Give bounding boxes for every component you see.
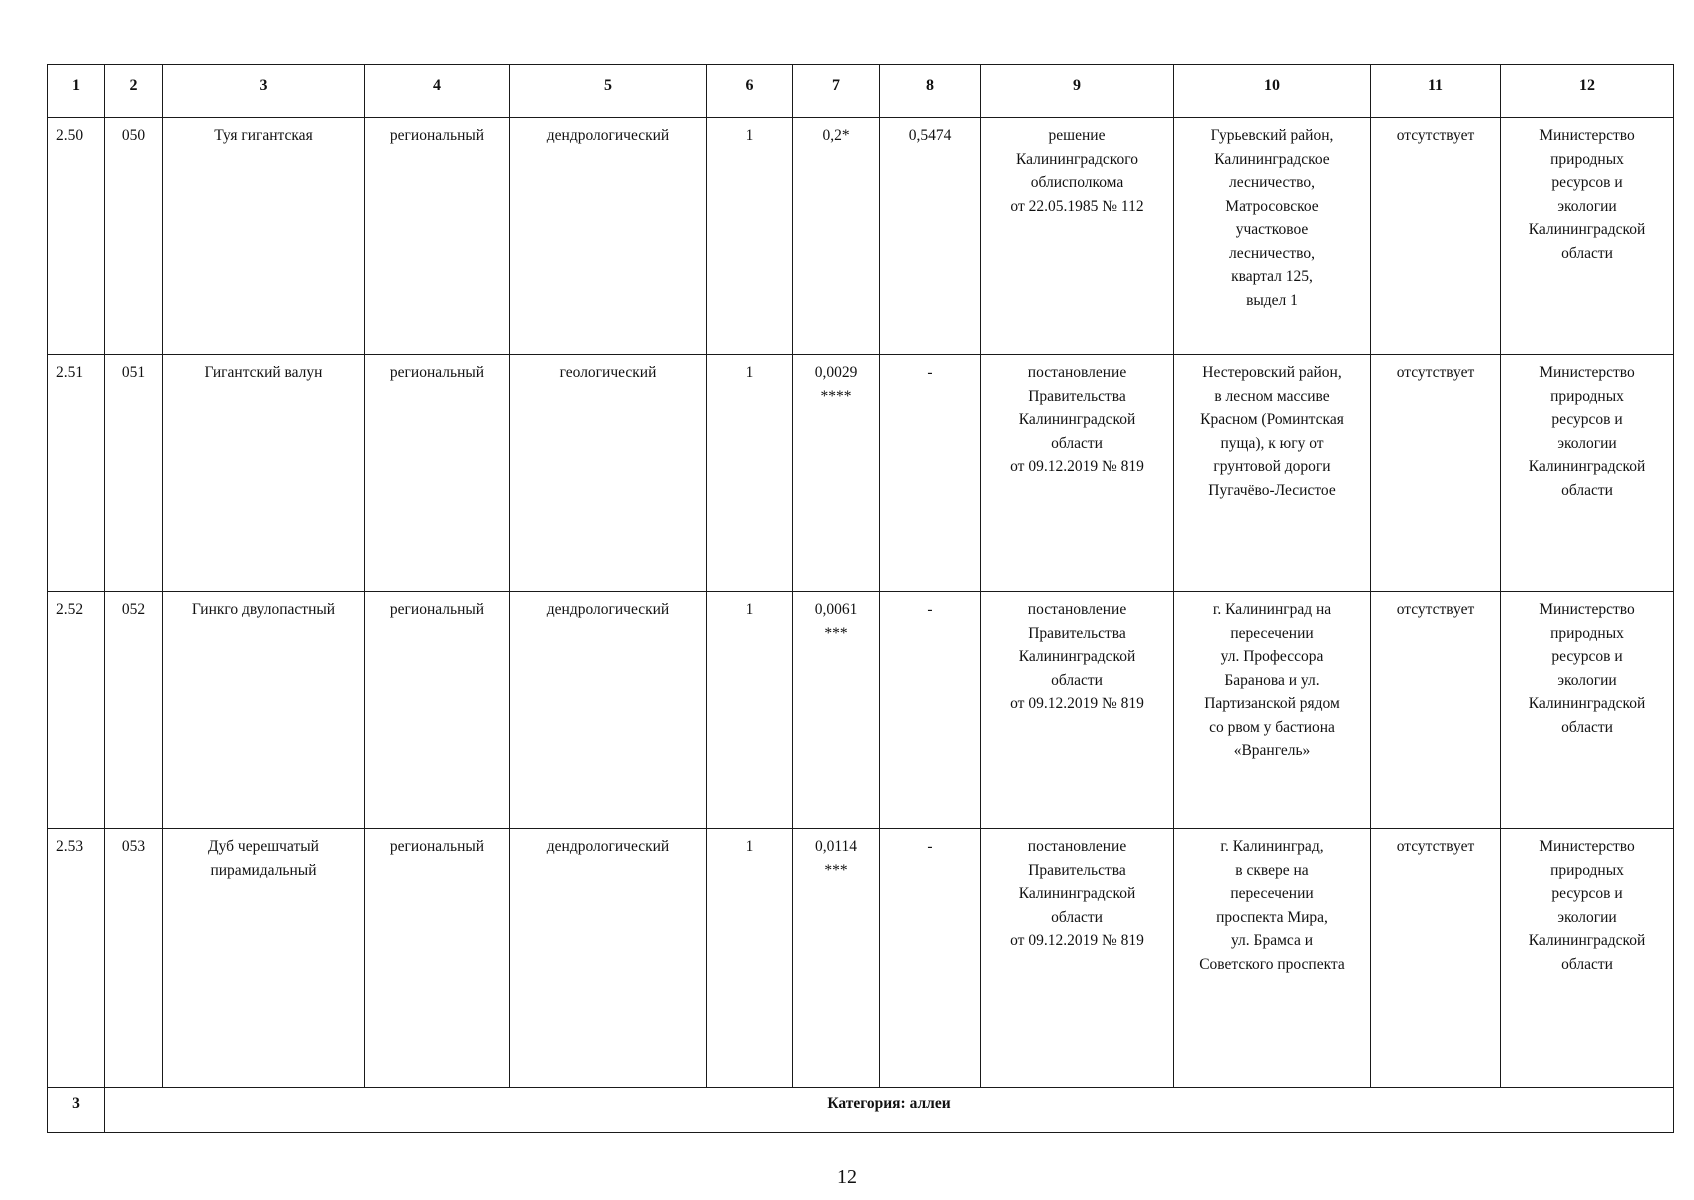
column-header: 6: [707, 65, 793, 118]
row-code: 053: [105, 829, 163, 1088]
monument-name: Дуб черешчатый пирамидальный: [163, 829, 365, 1088]
column-header: 5: [510, 65, 707, 118]
protected-zone: 0,5474: [880, 118, 981, 355]
column-header: 12: [1501, 65, 1674, 118]
monument-name: Туя гигантская: [163, 118, 365, 355]
cluster: отсутствует: [1371, 592, 1501, 829]
significance: региональный: [365, 829, 510, 1088]
location: г. Калининград, в сквере на пересечении проспекта Мира, ул. Брамса и Советского проспекта: [1174, 829, 1371, 1088]
row-code: 050: [105, 118, 163, 355]
count: 1: [707, 355, 793, 592]
column-header: 1: [48, 65, 105, 118]
column-header: 11: [1371, 65, 1501, 118]
area: 0,0029 ****: [793, 355, 880, 592]
founding-document: постановление Правительства Калининградской области от 09.12.2019 № 819: [981, 592, 1174, 829]
significance: региональный: [365, 118, 510, 355]
row-number: 2.51: [48, 355, 105, 592]
category-label: Категория: аллеи: [105, 1088, 1674, 1133]
column-header: 9: [981, 65, 1174, 118]
profile: дендрологический: [510, 592, 707, 829]
area: 0,0114 ***: [793, 829, 880, 1088]
significance: региональный: [365, 355, 510, 592]
column-header: 10: [1174, 65, 1371, 118]
row-number: 2.53: [48, 829, 105, 1088]
area: 0,0061 ***: [793, 592, 880, 829]
authority: Министерство природных ресурсов и экологии Калининградской области: [1501, 118, 1674, 355]
protected-zone: -: [880, 829, 981, 1088]
profile: геологический: [510, 355, 707, 592]
row-number: 2.52: [48, 592, 105, 829]
column-header: 7: [793, 65, 880, 118]
location: Гурьевский район, Калининградское лесничество, Матросовское участковое лесничество, квартал 125, выдел 1: [1174, 118, 1371, 355]
founding-document: постановление Правительства Калининградской области от 09.12.2019 № 819: [981, 355, 1174, 592]
page-number: 12: [837, 1166, 857, 1188]
location: Нестеровский район, в лесном массиве Красном (Роминтская пуща), к югу от грунтовой дороги Пугачёво-Лесистое: [1174, 355, 1371, 592]
authority: Министерство природных ресурсов и экологии Калининградской области: [1501, 592, 1674, 829]
cluster: отсутствует: [1371, 355, 1501, 592]
location: г. Калининград на пересечении ул. Профессора Баранова и ул. Партизанской рядом со рвом у бастиона «Врангель»: [1174, 592, 1371, 829]
cluster: отсутствует: [1371, 118, 1501, 355]
protected-zone: -: [880, 355, 981, 592]
authority: Министерство природных ресурсов и экологии Калининградской области: [1501, 829, 1674, 1088]
area: 0,2*: [793, 118, 880, 355]
table-row: [48, 829, 1674, 1088]
count: 1: [707, 118, 793, 355]
category-row: [48, 1088, 1674, 1133]
natural-monuments-table: [47, 64, 1674, 1133]
protected-zone: -: [880, 592, 981, 829]
column-header: 3: [163, 65, 365, 118]
significance: региональный: [365, 592, 510, 829]
category-number: 3: [48, 1088, 105, 1133]
table-row: [48, 355, 1674, 592]
table-row: [48, 118, 1674, 355]
count: 1: [707, 829, 793, 1088]
founding-document: постановление Правительства Калининградской области от 09.12.2019 № 819: [981, 829, 1174, 1088]
row-code: 052: [105, 592, 163, 829]
monument-name: Гинкго двулопастный: [163, 592, 365, 829]
row-code: 051: [105, 355, 163, 592]
column-header: 8: [880, 65, 981, 118]
column-header: 2: [105, 65, 163, 118]
founding-document: решение Калининградского облисполкома от 22.05.1985 № 112: [981, 118, 1174, 355]
table-row: [48, 592, 1674, 829]
column-header: 4: [365, 65, 510, 118]
profile: дендрологический: [510, 829, 707, 1088]
row-number: 2.50: [48, 118, 105, 355]
table-header-row: [48, 65, 1674, 118]
count: 1: [707, 592, 793, 829]
authority: Министерство природных ресурсов и экологии Калининградской области: [1501, 355, 1674, 592]
monument-name: Гигантский валун: [163, 355, 365, 592]
profile: дендрологический: [510, 118, 707, 355]
cluster: отсутствует: [1371, 829, 1501, 1088]
